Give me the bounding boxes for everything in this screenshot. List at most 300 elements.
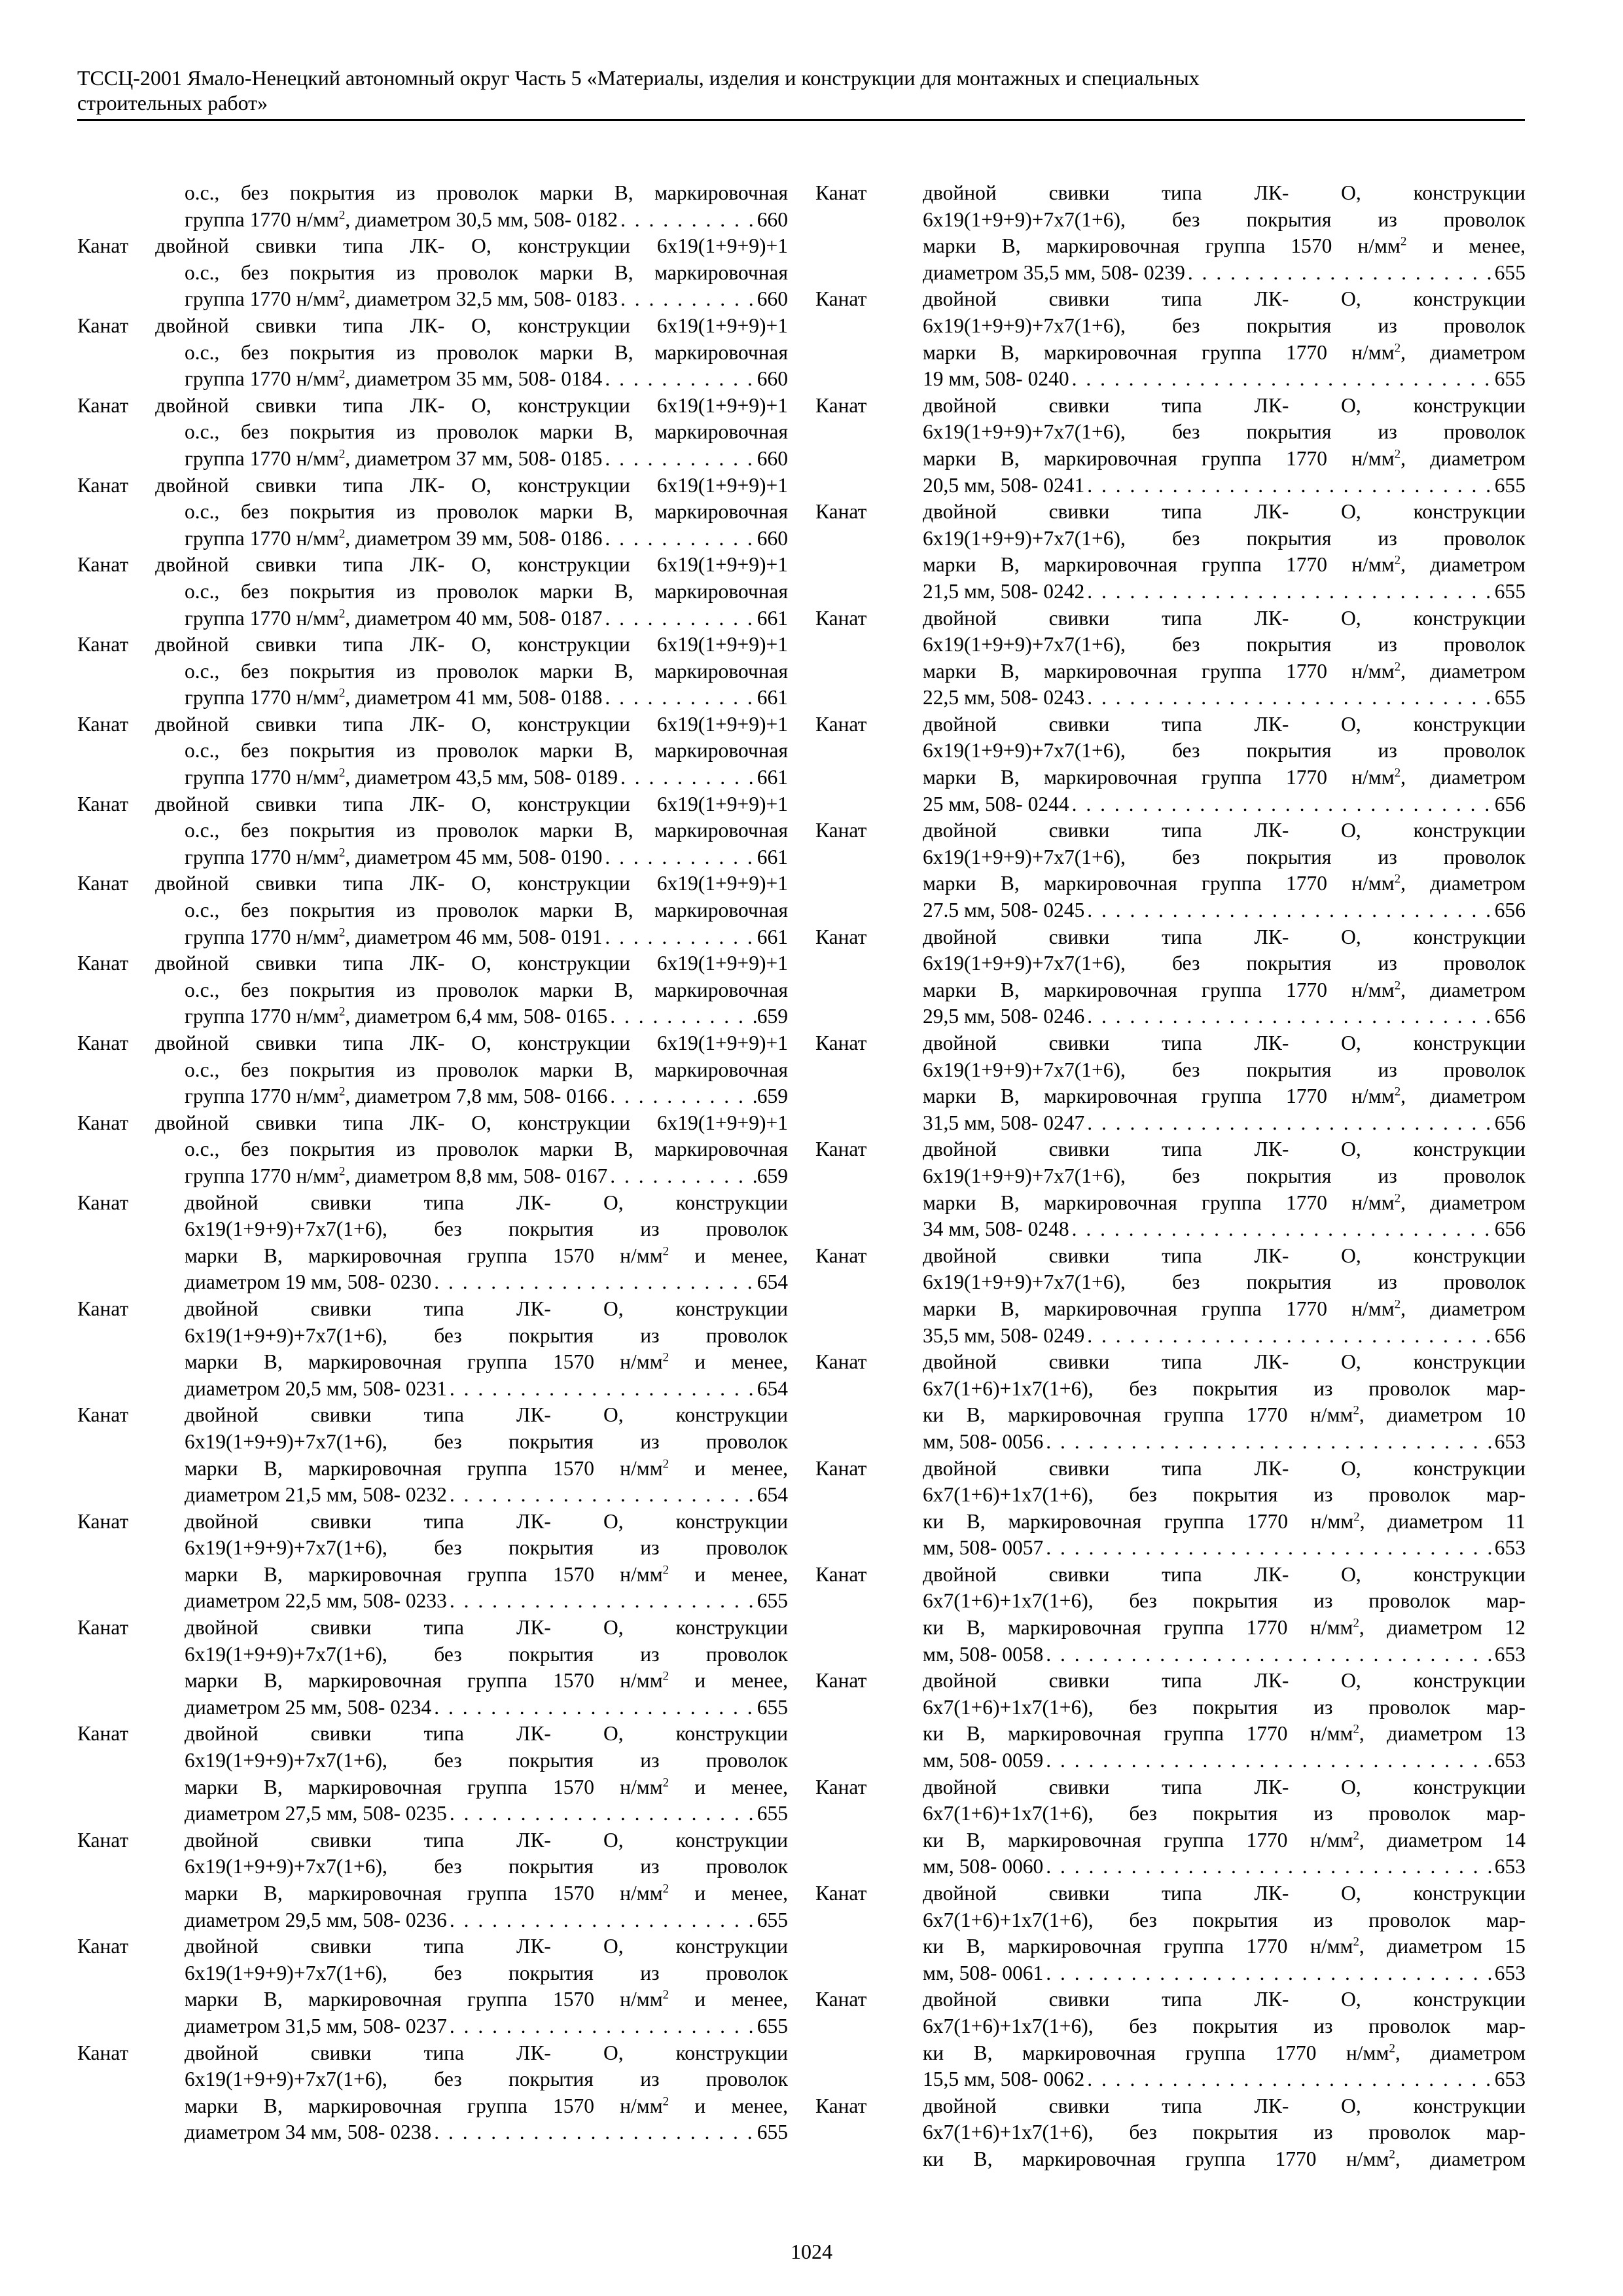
entry-line: 6х19(1+9+9)+7х7(1+6), без покрытия из проволок xyxy=(185,1217,788,1241)
entry-body xyxy=(815,605,1525,711)
line-text: , диаметром 43,5 мм, 508- 0189 xyxy=(345,766,618,789)
entry-body xyxy=(77,1615,788,1721)
entry-last-line xyxy=(185,1482,788,1509)
line-text: марки В, маркировочная группа 1770 н/мм xyxy=(923,978,1395,1001)
superscript: 2 xyxy=(1400,234,1407,249)
superscript: 2 xyxy=(1394,447,1401,461)
entry-line xyxy=(923,870,1525,897)
entry-line: двойной свивки типа ЛК- О, конструкции xyxy=(923,393,1525,417)
entry-body xyxy=(77,1296,788,1402)
entry-last-line xyxy=(923,791,1525,818)
entry-last-line xyxy=(185,1083,788,1110)
line-text: 25 мм, 508- 0244 xyxy=(923,792,1069,816)
entry-body xyxy=(815,393,1525,499)
line-text: мм, 508- 0059 xyxy=(923,1749,1044,1772)
index-entry xyxy=(815,180,1525,286)
page-reference: 655 xyxy=(757,2014,788,2037)
entry-body xyxy=(77,897,788,950)
entry-line xyxy=(923,1933,1525,1960)
leader-dots xyxy=(1185,260,1495,287)
entry-lead-word: Канат xyxy=(815,2094,867,2117)
line-text: , диаметром xyxy=(1400,766,1526,789)
leader-dots xyxy=(447,1801,757,1827)
entry-line: 6х19(1+9+9)+7х7(1+6), без покрытия из проволок xyxy=(185,1429,788,1453)
entry-last-line xyxy=(185,1588,788,1615)
line-text: и менее, xyxy=(669,1882,788,1905)
line-text: группа 1770 н/мм xyxy=(185,1085,339,1108)
entry-lead-word: Канат xyxy=(77,1509,129,1533)
entry-line xyxy=(923,1296,1525,1323)
superscript: 2 xyxy=(338,367,346,382)
line-text: диаметром 29,5 мм, 508- 0236 xyxy=(185,1908,447,1931)
entry-body xyxy=(815,1243,1525,1349)
entry-lead-word: Канат xyxy=(815,1882,867,1905)
entry-lead-word: Канат xyxy=(815,1244,867,1267)
entry-body xyxy=(815,1774,1525,1880)
line-text: , диаметром xyxy=(1400,553,1526,577)
entry-body xyxy=(77,340,788,393)
entry-line xyxy=(923,1509,1525,1535)
leader-dots xyxy=(1084,1323,1495,1350)
line-text: 34 мм, 508- 0248 xyxy=(923,1217,1069,1241)
superscript: 2 xyxy=(338,287,346,302)
page-reference: 655 xyxy=(757,1589,788,1613)
page-reference: 656 xyxy=(1494,899,1525,922)
leader-dots xyxy=(1084,897,1495,924)
entry-lead-word: Канат xyxy=(815,1456,867,1480)
entry-line: двойной свивки типа ЛК- О, конструкции xyxy=(923,1775,1525,1799)
entry-line xyxy=(923,764,1525,791)
entry-line: двойной свивки типа ЛК- О, конструкции xyxy=(923,181,1525,204)
superscript: 2 xyxy=(1394,660,1401,674)
entry-line: двойной свивки типа ЛК- О, конструкции xyxy=(185,1616,788,1640)
superscript: 2 xyxy=(662,1350,669,1365)
page-reference: 660 xyxy=(757,207,788,231)
superscript: 2 xyxy=(1353,1403,1359,1418)
index-entry xyxy=(77,1296,788,1402)
index-entry xyxy=(77,2040,788,2146)
page-reference: 660 xyxy=(757,526,788,550)
line-text: марки В, маркировочная группа 1770 н/мм xyxy=(923,1297,1395,1320)
line-text: , диаметром xyxy=(1400,1297,1526,1320)
page-number: 1024 xyxy=(791,2240,832,2263)
line-text: 21,5 мм, 508- 0242 xyxy=(923,579,1085,603)
entry-line: двойной свивки типа ЛК- О, конструкции xyxy=(185,1722,788,1746)
superscript: 2 xyxy=(338,1085,346,1099)
entry-line xyxy=(923,2146,1525,2173)
entry-body xyxy=(77,1509,788,1615)
entry-last-line xyxy=(185,207,788,234)
entry-last-line xyxy=(923,1429,1525,1456)
entry-line: Канат двойной свивки типа ЛК- О, конструкции 6х19(1+9+9)+1 xyxy=(77,234,788,258)
line-text xyxy=(185,526,602,552)
entry-body xyxy=(77,499,788,552)
superscript: 2 xyxy=(1394,872,1401,886)
entry-last-line xyxy=(923,897,1525,924)
entry-lead-word: Канат xyxy=(815,287,867,311)
line-text: , диаметром 40 мм, 508- 0187 xyxy=(345,606,603,630)
entry-last-line xyxy=(185,1907,788,1934)
entry-lead-word: Канат xyxy=(815,1031,867,1054)
superscript: 2 xyxy=(1394,1297,1401,1312)
entry-line: двойной свивки типа ЛК- О, конструкции xyxy=(185,1509,788,1533)
line-text: ки В, маркировочная группа 1770 н/мм xyxy=(923,1722,1353,1746)
line-text: марки В, маркировочная группа 1570 н/мм xyxy=(185,1669,663,1693)
entry-body xyxy=(815,1456,1525,1562)
entry-body xyxy=(77,2040,788,2146)
superscript: 2 xyxy=(1394,341,1401,355)
leader-dots xyxy=(447,1588,757,1615)
line-text: мм, 508- 0057 xyxy=(923,1536,1044,1560)
entry-body xyxy=(77,1721,788,1827)
line-text: марки В, маркировочная группа 1770 н/мм xyxy=(923,766,1395,789)
superscript: 2 xyxy=(1389,2147,1395,2162)
leader-dots xyxy=(431,1695,757,1721)
entry-line: двойной свивки типа ЛК- О, конструкции xyxy=(923,1562,1525,1586)
index-entry xyxy=(815,1136,1525,1242)
entry-line xyxy=(923,2040,1525,2067)
entry-line xyxy=(185,1880,788,1907)
entry-line: 6х19(1+9+9)+7х7(1+6), без покрытия из проволок xyxy=(923,207,1525,231)
entry-line xyxy=(923,446,1525,473)
entry-last-line xyxy=(185,2013,788,2040)
entry-last-line xyxy=(923,1535,1525,1562)
entry-last-line xyxy=(185,1801,788,1827)
line-text: группа 1770 н/мм xyxy=(185,207,339,231)
line-text: , диаметром 35 мм, 508- 0184 xyxy=(345,367,603,391)
entry-body xyxy=(815,711,1525,817)
entry-line: двойной свивки типа ЛК- О, конструкции xyxy=(923,1031,1525,1054)
leader-dots xyxy=(1084,579,1495,605)
entry-line: двойной свивки типа ЛК- О, конструкции xyxy=(923,1456,1525,1480)
page-reference: 653 xyxy=(1494,2068,1525,2091)
entry-body xyxy=(77,419,788,472)
page-reference: 661 xyxy=(757,766,788,789)
index-entry xyxy=(815,499,1525,605)
leader-dots xyxy=(1084,2066,1495,2093)
entry-line: 6х7(1+6)+1х7(1+6), без покрытия из проволок мар- xyxy=(923,1376,1525,1400)
entry-line xyxy=(923,977,1525,1004)
page-reference: 655 xyxy=(1494,579,1525,603)
entry-line: 6х19(1+9+9)+7х7(1+6), без покрытия из проволок xyxy=(185,2068,788,2091)
page-reference: 656 xyxy=(1494,792,1525,816)
line-text: и менее, xyxy=(669,1775,788,1799)
entry-line: двойной свивки типа ЛК- О, конструкции xyxy=(923,925,1525,948)
index-entry xyxy=(815,817,1525,924)
page-reference: 654 xyxy=(757,1376,788,1400)
entry-last-line xyxy=(185,605,788,632)
entry-last-line xyxy=(923,1641,1525,1668)
line-text: 35,5 мм, 508- 0249 xyxy=(923,1323,1085,1347)
superscript: 2 xyxy=(662,1244,669,1259)
line-text: диаметром 35,5 мм, 508- 0239 xyxy=(923,260,1185,284)
entry-line: 6х19(1+9+9)+7х7(1+6), без покрытия из проволок xyxy=(923,845,1525,869)
entry-line: 6х19(1+9+9)+7х7(1+6), без покрытия из проволок xyxy=(185,1961,788,1984)
entry-line xyxy=(185,1668,788,1695)
page-reference: 656 xyxy=(1494,1005,1525,1028)
line-text: , диаметром xyxy=(1400,659,1526,683)
entry-lead-word: Канат xyxy=(815,181,867,204)
superscript: 2 xyxy=(338,607,346,620)
line-text: диаметром 34 мм, 508- 0238 xyxy=(185,2121,432,2144)
line-text: мм, 508- 0061 xyxy=(923,1961,1044,1984)
entry-line xyxy=(923,233,1525,260)
entry-lead-word: Канат xyxy=(77,1935,129,1958)
entry-body xyxy=(77,658,788,711)
leader-dots xyxy=(1084,1110,1495,1137)
index-entry xyxy=(77,1615,788,1721)
page-reference: 655 xyxy=(1494,473,1525,497)
line-text: группа 1770 н/мм xyxy=(185,925,339,948)
superscript: 2 xyxy=(1394,1191,1401,1206)
index-entry xyxy=(815,1030,1525,1136)
line-text: , диаметром xyxy=(1400,1191,1526,1214)
page-reference: 655 xyxy=(1494,686,1525,709)
entry-last-line xyxy=(923,366,1525,393)
superscript: 2 xyxy=(338,527,346,541)
leader-dots xyxy=(1043,1429,1495,1456)
superscript: 2 xyxy=(338,1164,346,1179)
index-entry xyxy=(77,1030,788,1110)
entry-line: Канат двойной свивки типа ЛК- О, конструкции 6х19(1+9+9)+1 xyxy=(77,952,788,975)
entry-last-line xyxy=(185,924,788,951)
line-text: марки В, маркировочная группа 1570 н/мм xyxy=(185,1988,663,2011)
page-reference: 661 xyxy=(757,686,788,709)
entry-line xyxy=(923,1083,1525,1110)
index-entry xyxy=(815,605,1525,711)
entry-line: Канат двойной свивки типа ЛК- О, конструкции 6х19(1+9+9)+1 xyxy=(77,633,788,656)
entry-line: 6х19(1+9+9)+7х7(1+6), без покрытия из проволок xyxy=(185,1855,788,1878)
leader-dots xyxy=(1084,685,1495,711)
entry-line: о.с., без покрытия из проволок марки В, маркировочная xyxy=(185,500,788,524)
superscript: 2 xyxy=(662,1988,669,2002)
leader-dots xyxy=(607,1163,757,1190)
page-reference: 654 xyxy=(757,1270,788,1294)
entry-last-line xyxy=(923,1960,1525,1987)
superscript: 2 xyxy=(338,1005,346,1019)
entry-body xyxy=(815,2093,1525,2173)
right-column xyxy=(815,180,1525,2173)
line-text: диаметром 19 мм, 508- 0230 xyxy=(185,1270,432,1294)
line-text: группа 1770 н/мм xyxy=(185,526,339,550)
line-text: ки В, маркировочная группа 1770 н/мм xyxy=(923,1509,1354,1533)
line-text: , диаметром 15 xyxy=(1359,1935,1525,1958)
entry-line: двойной свивки типа ЛК- О, конструкции xyxy=(923,1138,1525,1161)
line-text xyxy=(185,1003,607,1030)
entry-line: двойной свивки типа ЛК- О, конструкции xyxy=(923,1350,1525,1374)
page-reference: 653 xyxy=(1494,1961,1525,1984)
entry-lead-word: Канат xyxy=(77,1828,129,1852)
leader-dots xyxy=(447,2013,757,2040)
page-reference: 655 xyxy=(757,1908,788,1931)
entry-last-line xyxy=(185,446,788,473)
line-text: марки В, маркировочная группа 1570 н/мм xyxy=(185,1456,663,1480)
entry-line: 6х19(1+9+9)+7х7(1+6), без покрытия из проволок xyxy=(185,1536,788,1560)
entry-line: о.с., без покрытия из проволок марки В, маркировочная xyxy=(185,1138,788,1161)
line-text: марки В, маркировочная группа 1570 н/мм xyxy=(185,1882,663,1905)
index-entry xyxy=(815,1774,1525,1880)
entry-line: Канат двойной свивки типа ЛК- О, конструкции 6х19(1+9+9)+1 xyxy=(77,393,788,417)
line-text: группа 1770 н/мм xyxy=(185,845,339,869)
entry-lead-word: Канат xyxy=(77,2041,129,2064)
line-text: диаметром 22,5 мм, 508- 0233 xyxy=(185,1589,447,1613)
entry-line xyxy=(185,1562,788,1588)
entry-body xyxy=(815,286,1525,392)
line-text: марки В, маркировочная группа 1570 н/мм xyxy=(185,1350,663,1374)
entry-line: двойной свивки типа ЛК- О, конструкции xyxy=(923,500,1525,524)
line-text xyxy=(185,685,602,711)
entry-line: 6х19(1+9+9)+7х7(1+6), без покрытия из проволок xyxy=(185,1749,788,1772)
line-text: ки В, маркировочная группа 1770 н/мм xyxy=(923,1935,1353,1958)
line-text: диаметром 27,5 мм, 508- 0235 xyxy=(185,1802,447,1825)
entry-last-line xyxy=(185,286,788,313)
entry-line: двойной свивки типа ЛК- О, конструкции xyxy=(185,1191,788,1214)
page-reference: 660 xyxy=(757,367,788,391)
entry-line: 6х7(1+6)+1х7(1+6), без покрытия из проволок мар- xyxy=(923,1589,1525,1613)
entry-lead-word: Канат xyxy=(815,1350,867,1374)
entry-line: о.с., без покрытия из проволок марки В, маркировочная xyxy=(185,579,788,603)
leader-dots xyxy=(1069,366,1495,393)
page-reference: 655 xyxy=(1494,260,1525,284)
line-text: марки В, маркировочная группа 1770 н/мм xyxy=(923,1191,1395,1214)
entry-line: двойной свивки типа ЛК- О, конструкции xyxy=(185,1828,788,1852)
entry-line: Канат двойной свивки типа ЛК- О, конструкции 6х19(1+9+9)+1 xyxy=(77,1031,788,1054)
entry-lead-word: Канат xyxy=(815,925,867,948)
entry-last-line xyxy=(923,1748,1525,1774)
entry-line: двойной свивки типа ЛК- О, конструкции xyxy=(185,2041,788,2064)
entry-line xyxy=(923,1615,1525,1641)
superscript: 2 xyxy=(338,447,346,461)
line-text: ки В, маркировочная группа 1770 н/мм xyxy=(923,1403,1353,1427)
entry-body xyxy=(77,180,788,233)
index-entry xyxy=(77,1721,788,1827)
page-reference: 661 xyxy=(757,606,788,630)
superscript: 2 xyxy=(1353,1829,1359,1843)
entry-line: Канат двойной свивки типа ЛК- О, конструкции 6х19(1+9+9)+1 xyxy=(77,712,788,736)
line-text: группа 1770 н/мм xyxy=(185,766,339,789)
page-reference: 653 xyxy=(1494,1749,1525,1772)
entry-line xyxy=(923,658,1525,685)
page-reference: 654 xyxy=(757,1483,788,1507)
line-text: марки В, маркировочная группа 1570 н/мм xyxy=(923,234,1400,258)
entry-line: 6х19(1+9+9)+7х7(1+6), без покрытия из проволок xyxy=(923,952,1525,975)
entry-line: о.с., без покрытия из проволок марки В, маркировочная xyxy=(185,978,788,1001)
superscript: 2 xyxy=(338,686,346,700)
leader-dots xyxy=(607,1083,757,1110)
leader-dots xyxy=(618,286,757,313)
entry-line: двойной свивки типа ЛК- О, конструкции xyxy=(923,2094,1525,2117)
entry-body xyxy=(77,260,788,313)
leader-dots xyxy=(1069,1216,1495,1243)
page-reference: 656 xyxy=(1494,1323,1525,1347)
leader-dots xyxy=(431,1269,757,1296)
line-text: 29,5 мм, 508- 0246 xyxy=(923,1005,1085,1028)
entry-body xyxy=(815,1668,1525,1774)
superscript: 2 xyxy=(1394,553,1401,567)
line-text: , диаметром 39 мм, 508- 0186 xyxy=(345,526,603,550)
entry-line: 6х19(1+9+9)+7х7(1+6), без покрытия из проволок xyxy=(923,1270,1525,1294)
line-text: 15,5 мм, 508- 0062 xyxy=(923,2068,1085,2091)
superscript: 2 xyxy=(338,925,346,940)
entry-last-line xyxy=(923,1323,1525,1350)
line-text: марки В, маркировочная группа 1570 н/мм xyxy=(185,2094,663,2117)
entry-last-line xyxy=(185,526,788,552)
line-text: диаметром 21,5 мм, 508- 0232 xyxy=(185,1483,447,1507)
superscript: 2 xyxy=(662,1457,669,1471)
entry-line: 6х19(1+9+9)+7х7(1+6), без покрытия из проволок xyxy=(923,739,1525,762)
entry-line: Канат двойной свивки типа ЛК- О, конструкции 6х19(1+9+9)+1 xyxy=(77,792,788,816)
entry-body xyxy=(77,1933,788,2039)
superscript: 2 xyxy=(338,766,346,780)
page-reference: 659 xyxy=(757,1085,788,1108)
entry-line: 6х7(1+6)+1х7(1+6), без покрытия из проволок мар- xyxy=(923,1802,1525,1825)
line-text: и менее, xyxy=(669,1244,788,1267)
line-text: марки В, маркировочная группа 1770 н/мм xyxy=(923,659,1395,683)
superscript: 2 xyxy=(1389,2041,1395,2056)
line-text: и менее, xyxy=(1406,234,1526,258)
entry-body xyxy=(815,924,1525,1030)
line-text: марки В, маркировочная группа 1770 н/мм xyxy=(923,872,1395,895)
line-text xyxy=(185,1163,607,1190)
line-text: диаметром 20,5 мм, 508- 0231 xyxy=(185,1376,447,1400)
entry-body xyxy=(77,1827,788,1933)
entry-lead-word: Канат xyxy=(815,1669,867,1693)
header-line-1: ТССЦ-2001 Ямало-Ненецкий автономный округ Часть 5 «Материалы, изделия и конструкции для монтажных и специальных xyxy=(77,66,1200,90)
entry-lead-word: Канат xyxy=(77,1616,129,1640)
superscript: 2 xyxy=(662,1669,669,1683)
leader-dots xyxy=(1043,1535,1495,1562)
entry-body xyxy=(77,1057,788,1110)
line-text: , диаметром xyxy=(1395,2041,1525,2064)
line-text: ки В, маркировочная группа 1770 н/мм xyxy=(923,2041,1389,2064)
superscript: 2 xyxy=(1394,978,1401,993)
entry-line: Канат двойной свивки типа ЛК- О, конструкции 6х19(1+9+9)+1 xyxy=(77,872,788,895)
entry-body xyxy=(815,499,1525,605)
line-text: мм, 508- 0056 xyxy=(923,1429,1044,1453)
line-text: , диаметром 13 xyxy=(1359,1722,1525,1746)
page-reference: 655 xyxy=(757,1802,788,1825)
entry-last-line xyxy=(923,1110,1525,1137)
leader-dots xyxy=(607,1003,757,1030)
index-entry xyxy=(77,950,788,1030)
entry-line: о.с., без покрытия из проволок марки В, маркировочная xyxy=(185,899,788,922)
entry-last-line xyxy=(923,2066,1525,2093)
entry-last-line xyxy=(923,579,1525,605)
page-reference: 659 xyxy=(757,1005,788,1028)
line-text: марки В, маркировочная группа 1770 н/мм xyxy=(923,1085,1395,1108)
entry-last-line xyxy=(185,366,788,393)
line-text xyxy=(185,764,618,791)
entry-body xyxy=(77,1136,788,1189)
entry-body xyxy=(77,817,788,870)
entry-line: 6х7(1+6)+1х7(1+6), без покрытия из проволок мар- xyxy=(923,2121,1525,2144)
index-entry xyxy=(815,1986,1525,2092)
line-text: , диаметром 10 xyxy=(1359,1403,1525,1427)
entry-line: двойной свивки типа ЛК- О, конструкции xyxy=(923,1882,1525,1905)
line-text xyxy=(185,924,602,951)
entry-line: 6х7(1+6)+1х7(1+6), без покрытия из проволок мар- xyxy=(923,1908,1525,1931)
index-entry xyxy=(77,1509,788,1615)
line-text: ки В, маркировочная группа 1770 н/мм xyxy=(923,2147,1389,2170)
line-text: диаметром 31,5 мм, 508- 0237 xyxy=(185,2014,447,2037)
entry-line: о.с., без покрытия из проволок марки В, маркировочная xyxy=(185,659,788,683)
entry-last-line xyxy=(185,1376,788,1403)
line-text: диаметром 25 мм, 508- 0234 xyxy=(185,1695,432,1719)
index-entry xyxy=(815,711,1525,817)
leader-dots xyxy=(431,2119,757,2146)
entry-line xyxy=(923,1402,1525,1429)
line-text xyxy=(185,366,602,393)
